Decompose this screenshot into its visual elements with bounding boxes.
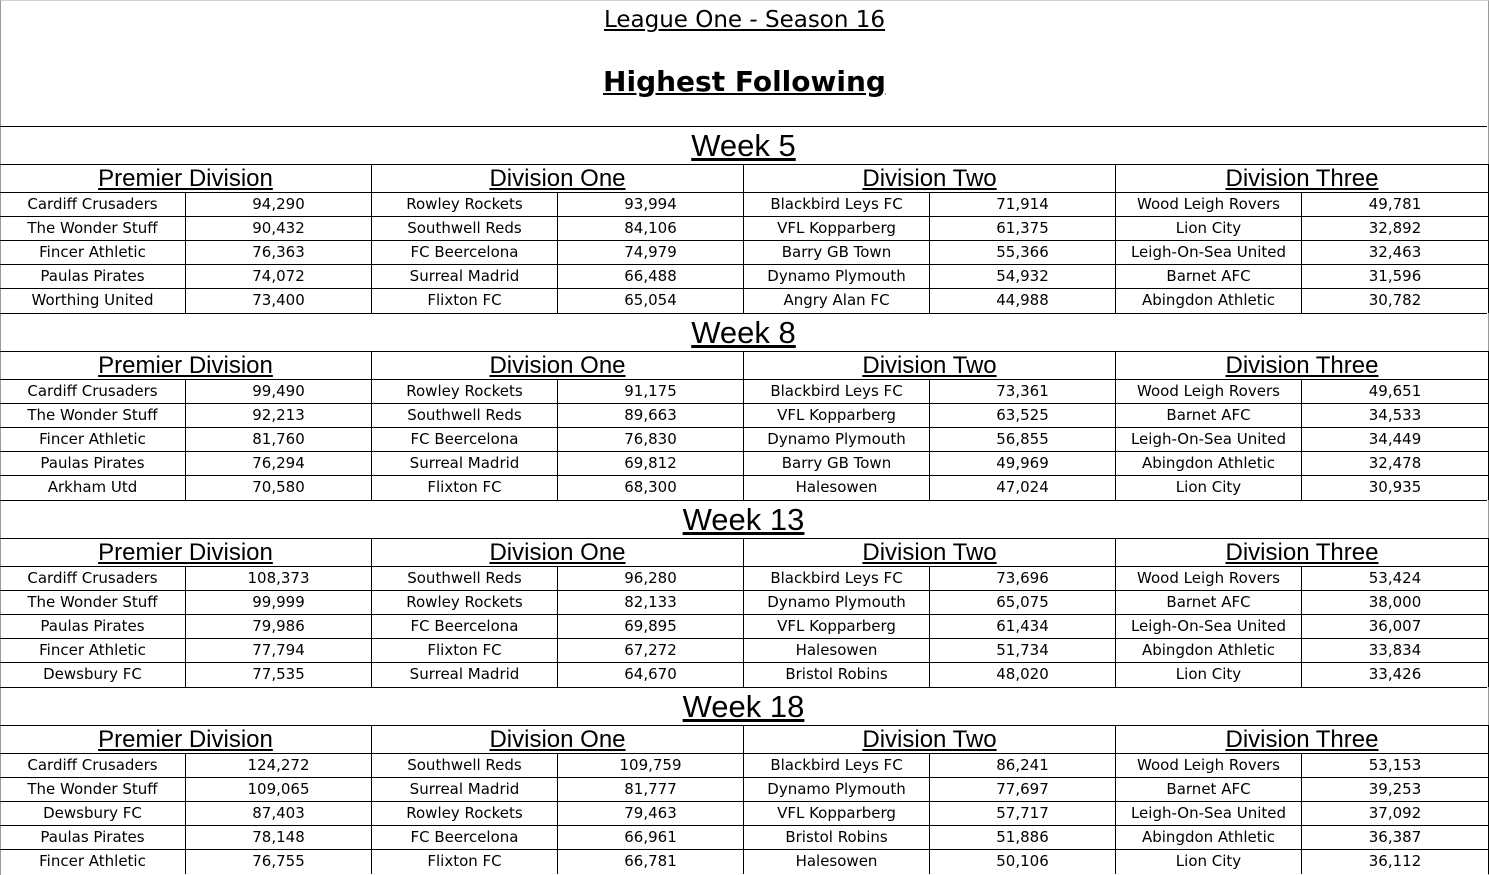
division-title: Premier Division (0, 538, 371, 567)
following-count-cell: 34,449 (1368, 430, 1422, 448)
team-name-cell: Blackbird Leys FC (744, 754, 930, 777)
following-count-cell: 78,148 (252, 828, 305, 846)
team-name-cell: Barry GB Town (744, 452, 930, 475)
table-row (744, 289, 1115, 313)
table-row (0, 826, 371, 850)
table-row (372, 754, 743, 778)
following-count-cell: 76,830 (624, 430, 677, 448)
following-count-cell: 77,697 (996, 780, 1049, 798)
team-name-cell: Blackbird Leys FC (744, 380, 930, 403)
team-name-cell: Leigh-On-Sea United (1116, 241, 1302, 264)
team-name-cell: Paulas Pirates (0, 265, 186, 288)
table-row (372, 778, 743, 802)
weeks-container (0, 126, 1489, 874)
table-row (0, 265, 371, 289)
table-row (1116, 241, 1488, 265)
table-row (372, 591, 743, 615)
division-title: Premier Division (0, 725, 371, 754)
team-name-cell: Fincer Athletic (0, 241, 186, 264)
team-name-cell: Barry GB Town (744, 241, 930, 264)
following-count-cell: 93,994 (624, 195, 677, 213)
following-count-cell: 77,535 (252, 665, 305, 683)
following-count-cell: 77,794 (252, 641, 305, 659)
following-count-cell: 69,895 (624, 617, 677, 635)
team-name-cell: Leigh-On-Sea United (1116, 615, 1302, 638)
division-table (744, 164, 1116, 313)
divisions-row (0, 725, 1489, 874)
following-count-cell: 32,892 (1368, 219, 1422, 237)
following-count-cell: 36,112 (1368, 852, 1422, 870)
following-count-cell: 49,781 (1368, 195, 1422, 213)
divisions-row (0, 164, 1489, 313)
following-count-cell: 44,988 (996, 291, 1049, 309)
team-name-cell: Dynamo Plymouth (744, 428, 930, 451)
following-count-cell: 51,734 (996, 641, 1049, 659)
table-row (0, 193, 371, 217)
table-row (0, 663, 371, 687)
division-table (0, 538, 372, 687)
division-table (1116, 538, 1489, 687)
table-row (0, 850, 371, 874)
division-title: Division Three (1116, 725, 1488, 754)
division-title: Division Two (744, 164, 1115, 193)
team-name-cell: Rowley Rockets (372, 193, 558, 216)
following-count-cell: 108,373 (247, 569, 310, 587)
division-title: Division Three (1116, 351, 1488, 380)
table-row (1116, 380, 1488, 404)
table-row (1116, 663, 1488, 687)
division-title: Division One (372, 725, 743, 754)
table-row (1116, 217, 1488, 241)
team-name-cell: Cardiff Crusaders (0, 380, 186, 403)
division-table (0, 725, 372, 874)
team-name-cell: Fincer Athletic (0, 428, 186, 451)
table-row (372, 567, 743, 591)
table-row (744, 452, 1115, 476)
table-row (744, 591, 1115, 615)
division-title: Division Three (1116, 538, 1488, 567)
following-count-cell: 109,759 (619, 756, 682, 774)
team-name-cell: Arkham Utd (0, 476, 186, 500)
table-row (372, 615, 743, 639)
table-row (744, 241, 1115, 265)
team-name-cell: Leigh-On-Sea United (1116, 428, 1302, 451)
table-row (372, 428, 743, 452)
week-block (0, 500, 1489, 687)
team-name-cell: The Wonder Stuff (0, 217, 186, 240)
team-name-cell: Barnet AFC (1116, 591, 1302, 614)
team-name-cell: Cardiff Crusaders (0, 193, 186, 216)
table-row (1116, 567, 1488, 591)
team-name-cell: Leigh-On-Sea United (1116, 802, 1302, 825)
table-row (0, 754, 371, 778)
table-row (1116, 289, 1488, 313)
following-count-cell: 38,000 (1368, 593, 1422, 611)
week-title: Week 8 (0, 313, 1487, 351)
following-count-cell: 65,075 (996, 593, 1049, 611)
following-count-cell: 66,781 (624, 852, 677, 870)
following-count-cell: 68,300 (624, 478, 677, 496)
table-row (372, 476, 743, 500)
division-title: Division Two (744, 538, 1115, 567)
following-count-cell: 32,463 (1368, 243, 1422, 261)
following-count-cell: 49,969 (996, 454, 1049, 472)
team-name-cell: Surreal Madrid (372, 663, 558, 687)
table-row (0, 380, 371, 404)
table-row (372, 452, 743, 476)
table-row (1116, 193, 1488, 217)
team-name-cell: Rowley Rockets (372, 591, 558, 614)
table-row (372, 217, 743, 241)
table-row (0, 778, 371, 802)
following-count-cell: 55,366 (996, 243, 1049, 261)
division-table (744, 725, 1116, 874)
following-count-cell: 66,488 (624, 267, 677, 285)
team-name-cell: Lion City (1116, 217, 1302, 240)
team-name-cell: Flixton FC (372, 639, 558, 662)
team-name-cell: Barnet AFC (1116, 265, 1302, 288)
division-title: Division Three (1116, 164, 1488, 193)
table-row (372, 193, 743, 217)
division-table (372, 538, 744, 687)
table-row (744, 476, 1115, 500)
team-name-cell: Paulas Pirates (0, 826, 186, 849)
following-count-cell: 76,294 (252, 454, 305, 472)
table-row (372, 663, 743, 687)
team-name-cell: Worthing United (0, 289, 186, 313)
following-count-cell: 91,175 (624, 382, 677, 400)
table-row (744, 380, 1115, 404)
team-name-cell: Dynamo Plymouth (744, 778, 930, 801)
following-count-cell: 57,717 (996, 804, 1049, 822)
following-count-cell: 49,651 (1368, 382, 1422, 400)
table-row (0, 428, 371, 452)
team-name-cell: Halesowen (744, 476, 930, 500)
following-count-cell: 30,935 (1368, 478, 1422, 496)
team-name-cell: Blackbird Leys FC (744, 567, 930, 590)
table-row (744, 567, 1115, 591)
following-count-cell: 89,663 (624, 406, 677, 424)
team-name-cell: Wood Leigh Rovers (1116, 754, 1302, 777)
table-row (0, 289, 371, 313)
team-name-cell: Cardiff Crusaders (0, 567, 186, 590)
team-name-cell: Rowley Rockets (372, 380, 558, 403)
following-count-cell: 61,434 (996, 617, 1049, 635)
following-count-cell: 53,153 (1368, 756, 1422, 774)
following-count-cell: 73,361 (996, 382, 1049, 400)
team-name-cell: Barnet AFC (1116, 404, 1302, 427)
week-title: Week 18 (0, 687, 1487, 725)
team-name-cell: FC Beercelona (372, 826, 558, 849)
following-count-cell: 54,932 (996, 267, 1049, 285)
following-count-cell: 99,490 (252, 382, 305, 400)
team-name-cell: Flixton FC (372, 850, 558, 874)
week-block (0, 126, 1489, 313)
following-count-cell: 74,979 (624, 243, 677, 261)
following-count-cell: 109,065 (247, 780, 310, 798)
team-name-cell: The Wonder Stuff (0, 591, 186, 614)
team-name-cell: Wood Leigh Rovers (1116, 193, 1302, 216)
team-name-cell: Flixton FC (372, 476, 558, 500)
team-name-cell: The Wonder Stuff (0, 778, 186, 801)
following-count-cell: 36,007 (1368, 617, 1422, 635)
following-count-cell: 30,782 (1368, 291, 1422, 309)
division-title: Premier Division (0, 164, 371, 193)
team-name-cell: Halesowen (744, 639, 930, 662)
table-row (1116, 778, 1488, 802)
following-count-cell: 36,387 (1368, 828, 1422, 846)
division-title: Division Two (744, 725, 1115, 754)
division-title: Premier Division (0, 351, 371, 380)
team-name-cell: Abingdon Athletic (1116, 289, 1302, 313)
team-name-cell: Cardiff Crusaders (0, 754, 186, 777)
following-count-cell: 79,986 (252, 617, 305, 635)
divisions-row (0, 351, 1489, 500)
table-row (1116, 802, 1488, 826)
following-count-cell: 69,812 (624, 454, 677, 472)
following-count-cell: 53,424 (1368, 569, 1422, 587)
team-name-cell: Blackbird Leys FC (744, 193, 930, 216)
following-count-cell: 67,272 (624, 641, 677, 659)
division-table (744, 538, 1116, 687)
table-row (744, 217, 1115, 241)
following-count-cell: 70,580 (252, 478, 305, 496)
table-row (1116, 428, 1488, 452)
following-count-cell: 84,106 (624, 219, 677, 237)
table-row (0, 591, 371, 615)
team-name-cell: Abingdon Athletic (1116, 826, 1302, 849)
table-row (1116, 826, 1488, 850)
table-row (1116, 615, 1488, 639)
table-row (372, 639, 743, 663)
team-name-cell: Surreal Madrid (372, 452, 558, 475)
page-title: Highest Following (603, 65, 886, 98)
following-count-cell: 31,596 (1368, 267, 1422, 285)
table-row (0, 217, 371, 241)
following-count-cell: 33,834 (1368, 641, 1422, 659)
team-name-cell: Southwell Reds (372, 754, 558, 777)
team-name-cell: Fincer Athletic (0, 639, 186, 662)
following-count-cell: 73,400 (252, 291, 305, 309)
following-count-cell: 37,092 (1368, 804, 1422, 822)
following-count-cell: 81,777 (624, 780, 677, 798)
following-count-cell: 63,525 (996, 406, 1049, 424)
team-name-cell: Dynamo Plymouth (744, 591, 930, 614)
following-count-cell: 34,533 (1368, 406, 1422, 424)
division-table (372, 164, 744, 313)
table-row (1116, 850, 1488, 874)
team-name-cell: Dynamo Plymouth (744, 265, 930, 288)
team-name-cell: Southwell Reds (372, 404, 558, 427)
following-count-cell: 47,024 (996, 478, 1049, 496)
following-count-cell: 90,432 (252, 219, 305, 237)
table-row (0, 567, 371, 591)
team-name-cell: Surreal Madrid (372, 265, 558, 288)
league-season-title: League One - Season 16 (603, 7, 886, 33)
table-row (0, 404, 371, 428)
following-count-cell: 81,760 (252, 430, 305, 448)
table-row (372, 289, 743, 313)
table-row (1116, 591, 1488, 615)
team-name-cell: Dewsbury FC (0, 663, 186, 687)
team-name-cell: Flixton FC (372, 289, 558, 313)
division-table (744, 351, 1116, 500)
following-count-cell: 92,213 (252, 406, 305, 424)
following-count-cell: 76,363 (252, 243, 305, 261)
following-count-cell: 50,106 (996, 852, 1049, 870)
table-row (1116, 265, 1488, 289)
following-count-cell: 73,696 (996, 569, 1049, 587)
team-name-cell: Wood Leigh Rovers (1116, 380, 1302, 403)
table-row (1116, 754, 1488, 778)
team-name-cell: Lion City (1116, 663, 1302, 687)
following-count-cell: 124,272 (247, 756, 310, 774)
team-name-cell: Dewsbury FC (0, 802, 186, 825)
table-row (744, 802, 1115, 826)
week-block (0, 687, 1489, 874)
division-title: Division One (372, 164, 743, 193)
team-name-cell: Fincer Athletic (0, 850, 186, 874)
team-name-cell: Lion City (1116, 476, 1302, 500)
table-row (1116, 452, 1488, 476)
division-title: Division One (372, 538, 743, 567)
team-name-cell: Lion City (1116, 850, 1302, 874)
following-count-cell: 76,755 (252, 852, 305, 870)
following-count-cell: 33,426 (1368, 665, 1422, 683)
team-name-cell: FC Beercelona (372, 428, 558, 451)
team-name-cell: VFL Kopparberg (744, 802, 930, 825)
table-row (744, 404, 1115, 428)
following-count-cell: 87,403 (252, 804, 305, 822)
following-count-cell: 86,241 (996, 756, 1049, 774)
table-row (372, 265, 743, 289)
table-row (1116, 476, 1488, 500)
following-count-cell: 65,054 (624, 291, 677, 309)
team-name-cell: FC Beercelona (372, 241, 558, 264)
division-title: Division One (372, 351, 743, 380)
table-row (0, 802, 371, 826)
following-count-cell: 96,280 (624, 569, 677, 587)
team-name-cell: Barnet AFC (1116, 778, 1302, 801)
division-table (0, 164, 372, 313)
table-row (744, 193, 1115, 217)
following-count-cell: 32,478 (1368, 454, 1422, 472)
team-name-cell: Bristol Robins (744, 663, 930, 687)
team-name-cell: Halesowen (744, 850, 930, 874)
division-table (1116, 725, 1489, 874)
table-row (744, 663, 1115, 687)
team-name-cell: Paulas Pirates (0, 615, 186, 638)
table-row (372, 404, 743, 428)
division-table (372, 725, 744, 874)
team-name-cell: Abingdon Athletic (1116, 639, 1302, 662)
following-count-cell: 74,072 (252, 267, 305, 285)
team-name-cell: VFL Kopparberg (744, 404, 930, 427)
table-row (744, 778, 1115, 802)
team-name-cell: Angry Alan FC (744, 289, 930, 313)
table-row (372, 826, 743, 850)
team-name-cell: Bristol Robins (744, 826, 930, 849)
week-title: Week 13 (0, 500, 1487, 538)
table-row (372, 850, 743, 874)
table-row (372, 241, 743, 265)
table-row (0, 615, 371, 639)
following-count-cell: 64,670 (624, 665, 677, 683)
team-name-cell: Southwell Reds (372, 567, 558, 590)
table-row (744, 639, 1115, 663)
division-table (372, 351, 744, 500)
following-count-cell: 94,290 (252, 195, 305, 213)
table-row (0, 241, 371, 265)
following-count-cell: 48,020 (996, 665, 1049, 683)
divisions-row (0, 538, 1489, 687)
table-row (1116, 404, 1488, 428)
following-count-cell: 61,375 (996, 219, 1049, 237)
week-title: Week 5 (0, 126, 1487, 164)
division-table (0, 351, 372, 500)
table-row (0, 452, 371, 476)
table-row (372, 802, 743, 826)
team-name-cell: The Wonder Stuff (0, 404, 186, 427)
division-table (1116, 164, 1489, 313)
table-row (744, 265, 1115, 289)
team-name-cell: Paulas Pirates (0, 452, 186, 475)
team-name-cell: Wood Leigh Rovers (1116, 567, 1302, 590)
following-count-cell: 79,463 (624, 804, 677, 822)
team-name-cell: Surreal Madrid (372, 778, 558, 801)
table-row (744, 428, 1115, 452)
team-name-cell: Rowley Rockets (372, 802, 558, 825)
following-count-cell: 99,999 (252, 593, 305, 611)
team-name-cell: Southwell Reds (372, 217, 558, 240)
table-row (0, 639, 371, 663)
table-row (744, 615, 1115, 639)
following-count-cell: 56,855 (996, 430, 1049, 448)
following-count-cell: 51,886 (996, 828, 1049, 846)
division-table (1116, 351, 1489, 500)
table-row (0, 476, 371, 500)
table-row (744, 850, 1115, 874)
following-count-cell: 82,133 (624, 593, 677, 611)
team-name-cell: Abingdon Athletic (1116, 452, 1302, 475)
week-block (0, 313, 1489, 500)
following-count-cell: 39,253 (1368, 780, 1422, 798)
team-name-cell: FC Beercelona (372, 615, 558, 638)
table-row (744, 754, 1115, 778)
division-title: Division Two (744, 351, 1115, 380)
following-count-cell: 66,961 (624, 828, 677, 846)
table-row (372, 380, 743, 404)
team-name-cell: VFL Kopparberg (744, 217, 930, 240)
team-name-cell: VFL Kopparberg (744, 615, 930, 638)
following-count-cell: 71,914 (996, 195, 1049, 213)
table-row (744, 826, 1115, 850)
table-row (1116, 639, 1488, 663)
